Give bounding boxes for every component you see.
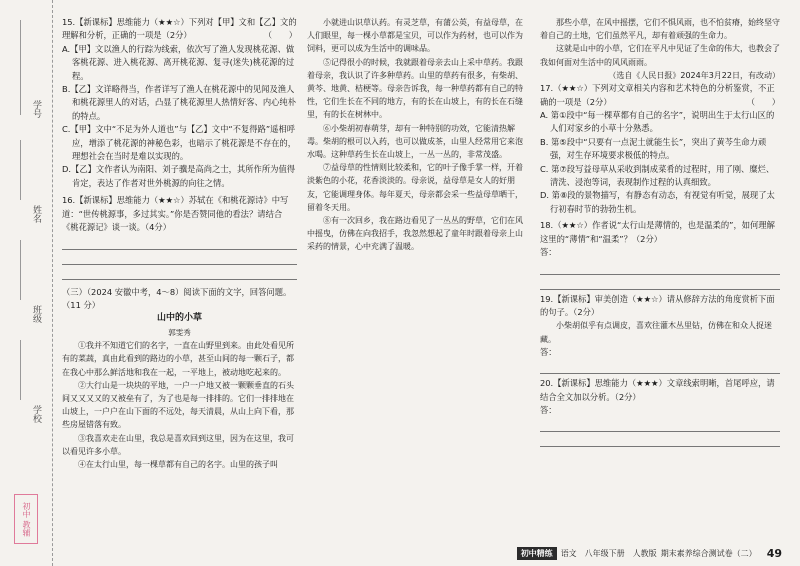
q15-option-a: A.【甲】文以渔人的行踪为线索，依次写了渔人发现桃花源、做客桃花源、进入桃花源、离开桃花源、复寻(迷失)桃花源的过程。 — [62, 43, 295, 81]
question-15: 15.【新课标】思维能力（★★☆）下列对【甲】文和【乙】文的理解和分析，正确的一项是（2分） （ ） — [62, 17, 297, 41]
essay-title: 山中的小草 — [156, 313, 202, 324]
q17-option-c: C. 第⑦段写益母草从采收到制成菜肴的过程时，用了刚、糜烂、清洗、浸泡等词，表现制作过程的认真细致。 — [540, 163, 775, 188]
gutter-label-name: 姓名 — [31, 205, 41, 223]
right-column — [540, 16, 780, 448]
answer-line[interactable] — [62, 251, 297, 265]
answer-line[interactable] — [62, 266, 297, 280]
answer-line[interactable] — [540, 433, 780, 447]
gutter-line — [20, 340, 21, 400]
essay-paragraph: ⑦益母草的性情则比较柔和，它的叶子像手掌一样，开着淡紫色的小花，花香淡淡的。母亲说，益母草是女人的好朋友，它能调理身体。每年夏天，母亲都会采一些益母草晒干，留着冬天用。 — [307, 163, 523, 212]
gutter-label-school: 学校 — [31, 405, 41, 423]
gutter-line — [20, 240, 21, 300]
gutter-line — [20, 20, 21, 115]
answer-line[interactable] — [540, 261, 780, 275]
left-column — [62, 16, 297, 471]
q17-option-a: A. 第①段中“每一棵草都有自己的名字”，说明出生于太行山区的人们对家乡的小草十分熟悉。 — [540, 110, 775, 134]
q17-option-d: D. 第⑧段的景物描写，有静态有动态，有视觉有听觉，展现了太行初春时节的勃勃生机。 — [540, 190, 775, 214]
essay-paragraph: ④在太行山里，每一棵草都有自己的名字。山里的孩子叫 — [78, 459, 278, 469]
answer-line[interactable] — [540, 418, 780, 432]
gutter-label-id: 学号 — [31, 100, 41, 118]
q19-quote: 小柴胡似乎有点调皮，喜欢往灌木丛里钻，仿佛在和众人捉迷藏。 — [540, 321, 772, 344]
q17-option-b: B. 第⑤段中“只要有一点泥土就能生长”，突出了黄芩生命力顽强，对生存环境要求极低的特点。 — [540, 136, 767, 161]
essay-paragraph: ①我并不知道它们的名字，一直在山野里到来。由此处看见所有的菜蔬，真由此看到的路边的小草，甚至山间的每一颗石子，都在我心中那么鲜活地和我在一起，一平地上，被动地吃起来的。 — [62, 341, 294, 377]
section-3-heading: （三）（2024 安徽中考，4～8）阅读下面的文字，回答问题。（11 分） — [62, 286, 292, 310]
question-16: 16.【新课标】思维能力（★★☆）苏轼在《和桃花源诗》中写道：“世传桃源事，多过其实。”你是否赞同他的看法？请结合《桃花源记》谈一谈。（4分） — [62, 195, 289, 233]
answer-label: 答： — [540, 346, 557, 357]
essay-paragraph: 这就是山中的小草，它们在平凡中见证了生命的伟大，也教会了我如何面对生活中的风风雨雨。 — [540, 44, 780, 67]
essay-paragraph: ③我喜欢走在山里，我总是喜欢回到这里，因为在这里，我可以看见许多小草。 — [62, 433, 294, 456]
question-19: 19.【新课标】审美创造（★★☆）请从修辞方法的角度赏析下面的句子。（2分） — [540, 293, 775, 317]
essay-paragraph: 那些小草，在风中摇摆，它们不惧风雨，也不怕贫瘠，始终坚守着自己的土地，它们虽然平凡，却有着顽强的生命力。 — [540, 18, 780, 41]
gutter-line — [20, 140, 21, 200]
gutter-label-class: 班级 — [31, 305, 41, 323]
middle-column — [307, 16, 527, 254]
q15-option-b: B.【乙】文详略得当，作者详写了渔人在桃花源中的见闻及渔人和桃花源里人的对话，凸显了桃花源里人热情好客、内心纯朴的特点。 — [62, 84, 297, 121]
page-footer — [517, 547, 782, 560]
binding-gutter — [0, 0, 53, 566]
essay-paragraph: ②大行山是一块块的平地，一户一户地又被一颗颗垂直的石头间又又又又的又被垒有了，为了也是每一排排的。它们一排排地在山坡上，一户户在山下面的不远处，每天清晨，从山上向下看，那些房屋错落有致。 — [62, 380, 294, 430]
answer-label: 答： — [540, 404, 557, 415]
answer-line[interactable] — [540, 360, 780, 374]
footer-subject: 语文 八年级下册 人教版 — [560, 549, 657, 558]
essay-paragraph: ⑧有一次回乡，我在路边看见了一丛丛的野草，它们在风中摇曳，仿佛在向我招手，我忽然想起了童年时跟着母亲上山采药的情景，心中充满了温暖。 — [307, 216, 523, 252]
essay-paragraph: ⑤记得很小的时候，我就跟着母亲去山上采中草药。我跟着母亲，我认识了许多种草药。山里的草药有很多，有柴胡、黄芩、地黄、桔梗等。母亲告诉我，每一种草药都有自己的特性，它们生长在不同的地方，有的长在山坡上，有的长在石缝里，有的长在树林中。 — [307, 57, 523, 120]
essay-paragraph: ⑥小柴胡初春萌芽，却有一种特别的功效，它能清热解毒。柴胡的根可以入药，也可以做成茶，山里人经常用它来泡水喝。这种草药生长在山坡上，一丛一丛的，非常茂盛。 — [307, 123, 523, 160]
publisher-logo: 初中 教辅 — [14, 494, 38, 544]
essay-paragraph: 小就进山识草认药。有灵芝草，有蒲公英，有益母草，在人们眼里，每一棵小草都是宝贝，可以作为药材，也可以作为饲料，更可以成为生活中的调味品。 — [307, 18, 523, 54]
answer-line[interactable] — [62, 236, 297, 250]
page-number: 49 — [766, 547, 782, 560]
answer-line[interactable] — [540, 276, 780, 290]
essay-source: （选自《人民日报》2024年3月22日，有改动） — [608, 70, 780, 80]
question-18: 18.（★★☆）作者说“太行山是薄情的，也是温柔的”，如何理解这里的“薄情”和“温柔”？（2分） — [540, 220, 775, 244]
q15-option-d: D.【乙】文作者认为南阳、刘子骥是高尚之士，其所作所为值得肯定，表达了作者对世外桃源的向往之情。 — [62, 164, 296, 188]
essay-author: 郭雯秀 — [168, 327, 191, 337]
q15-option-c: C.【甲】文中“不足为外人道也”与【乙】文中“不复得路”遥相呼应，增添了桃花源的神秘色彩，也暗示了桃花源是不存在的，理想社会在当时是难以实现的。 — [62, 124, 297, 162]
question-20: 20.【新课标】思维能力（★★★）文章线索明晰，首尾呼应，请结合全文加以分析。（2分） — [540, 378, 775, 402]
footer-test-name: 期末素养综合测试卷（二） — [660, 549, 757, 558]
question-17: 17.（★★☆）下列对文章相关内容和艺术特色的分析鉴赏，不正确的一项是（2分） （ ） — [540, 83, 780, 107]
footer-brand: 初中精练 — [517, 547, 557, 560]
answer-label: 答： — [540, 247, 557, 258]
